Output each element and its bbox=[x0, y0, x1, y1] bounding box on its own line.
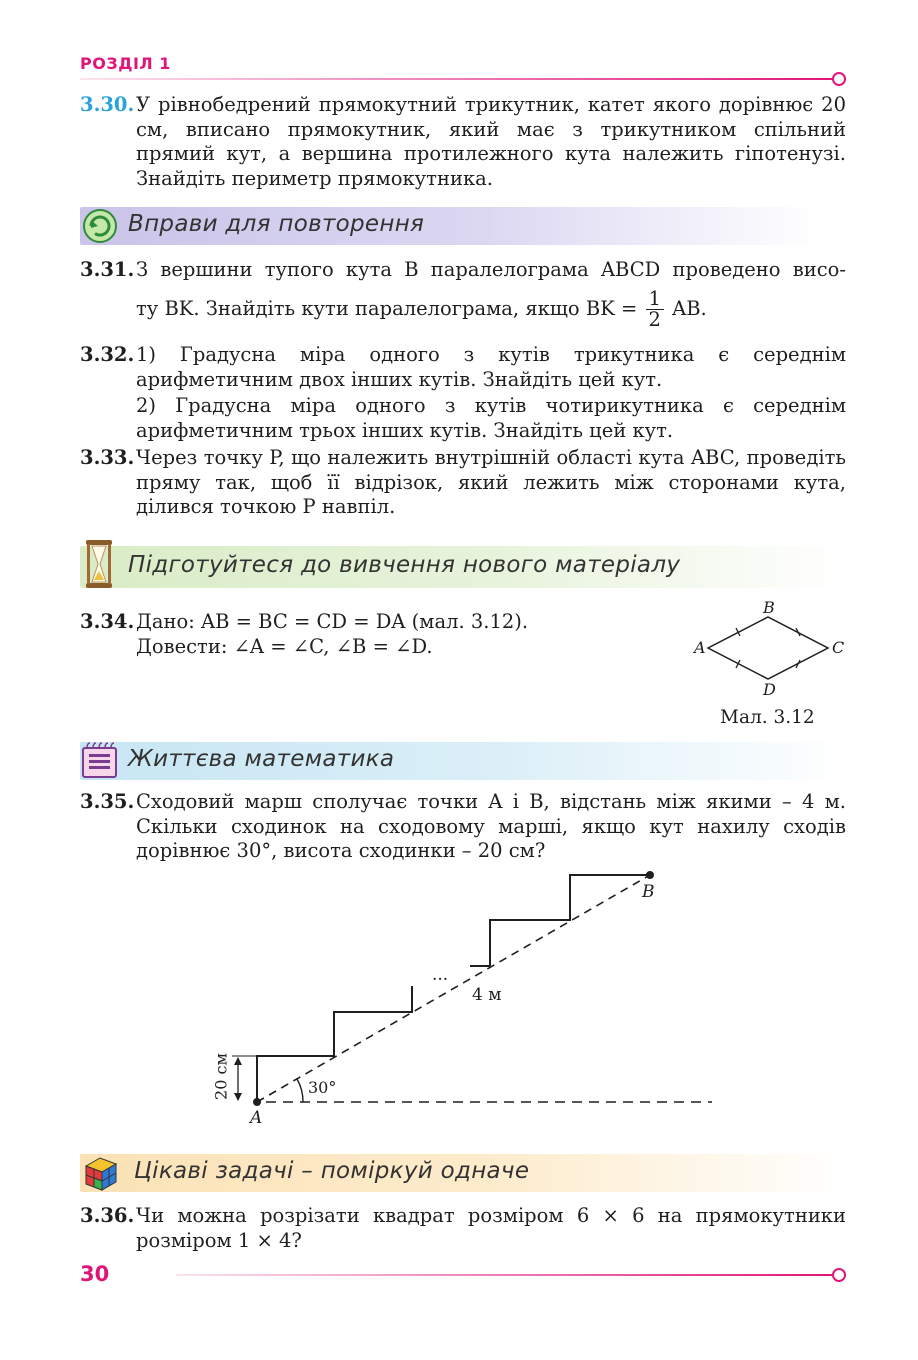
banner-title: Цікаві задачі – поміркуй одначе bbox=[134, 1158, 530, 1184]
fraction-denominator: 2 bbox=[648, 307, 661, 331]
fraction-one-half bbox=[646, 286, 664, 331]
problem-part2: 2) Градусна міра одного з кутів чотирикутника є середнім арифметичним трьох інших кутів. Знайдіть цей кут. bbox=[136, 394, 846, 442]
vertex-label-C: C bbox=[832, 638, 845, 657]
banner-title: Життєва математика bbox=[128, 746, 395, 772]
hourglass-icon bbox=[80, 538, 120, 588]
section-label: РОЗДІЛ 1 bbox=[80, 54, 171, 73]
problem-number: 3.34. bbox=[80, 610, 135, 633]
banner-life bbox=[80, 742, 846, 780]
banner-title: Вправи для повторення bbox=[128, 211, 425, 237]
problem-number: 3.36. bbox=[80, 1204, 135, 1227]
footer-rule bbox=[176, 1274, 836, 1276]
rubiks-cube-icon bbox=[80, 1154, 120, 1192]
figure-caption: Мал. 3.12 bbox=[720, 707, 815, 728]
point-label-A: A bbox=[250, 1108, 263, 1128]
banner-review bbox=[80, 207, 820, 245]
header-rule-end-icon bbox=[832, 72, 846, 86]
figure-3-12 bbox=[690, 596, 850, 706]
banner-title: Підготуйтеся до вивчення нового матеріалу bbox=[128, 552, 681, 578]
problem-3-34 bbox=[80, 610, 640, 662]
problem-text-line1: З вершини тупого кута B паралелограма ABCD проведено висо- bbox=[136, 258, 846, 281]
problem-text: У рівнобедрений прямокутний трикутник, катет якого дорівнює 20 см, вписано прямокутник, який має з трикутником спільний прямий кут, а вершина протилежного кута належить гіпотенузі. Знайдіть периметр прямокутника. bbox=[136, 93, 846, 190]
distance-label: 4 м bbox=[472, 985, 502, 1005]
stairs-figure bbox=[200, 862, 720, 1132]
problem-text-line2a: ту BK. Знайдіть кути паралелограма, якщо BK = bbox=[136, 296, 638, 320]
problem-given: Дано: AB = BC = CD = DA (мал. 3.12). bbox=[136, 610, 529, 633]
problem-3-32 bbox=[80, 343, 846, 443]
problem-number: 3.32. bbox=[80, 343, 135, 366]
notepad-icon bbox=[80, 742, 120, 780]
banner-prepare bbox=[80, 546, 846, 588]
problem-number: 3.30. bbox=[80, 93, 135, 116]
ellipsis-label: ... bbox=[432, 965, 449, 985]
problem-3-33 bbox=[80, 446, 846, 522]
problem-3-31 bbox=[80, 258, 846, 336]
problem-3-35 bbox=[80, 790, 846, 866]
cycle-arrows-icon bbox=[80, 207, 120, 245]
problem-part1: 1) Градусна міра одного з кутів трикутника є середнім арифметичним двох інших кутів. Знайдіть цей кут. bbox=[136, 343, 846, 391]
problem-number: 3.31. bbox=[80, 258, 135, 281]
problem-text: Чи можна розрізати квадрат розміром 6 × 6 на прямокутники розміром 1 × 4? bbox=[136, 1204, 846, 1252]
banner-fun bbox=[80, 1154, 846, 1192]
problem-text: Сходовий марш сполучає точки A і B, відстань між якими – 4 м. Скільки сходинок на сходовому марші, якщо кут нахилу сходів дорівнює 30°, висота сходинки – 20 см? bbox=[136, 790, 846, 862]
header-rule bbox=[80, 78, 836, 80]
point-label-B: B bbox=[642, 882, 655, 902]
problem-3-30 bbox=[80, 93, 846, 193]
footer-rule-end-icon bbox=[832, 1268, 846, 1282]
problem-text-line2b: AB. bbox=[672, 296, 707, 320]
vertex-label-D: D bbox=[763, 680, 776, 699]
page-number: 30 bbox=[80, 1262, 110, 1286]
problem-text: Через точку P, що належить внутрішній області кута ABC, проведіть пряму так, щоб її відрізок, який лежить між сторонами кута, ділився точкою P навпіл. bbox=[136, 446, 846, 518]
fraction-numerator: 1 bbox=[646, 289, 664, 310]
angle-label: 30° bbox=[308, 1078, 337, 1097]
vertex-label-B: B bbox=[763, 598, 775, 617]
problem-number: 3.33. bbox=[80, 446, 135, 469]
problem-3-36 bbox=[80, 1204, 846, 1256]
vertex-label-A: A bbox=[694, 638, 706, 657]
problem-number: 3.35. bbox=[80, 790, 135, 813]
height-label: 20 см bbox=[211, 1053, 231, 1100]
problem-prove: Довести: ∠A = ∠C, ∠B = ∠D. bbox=[136, 634, 433, 658]
